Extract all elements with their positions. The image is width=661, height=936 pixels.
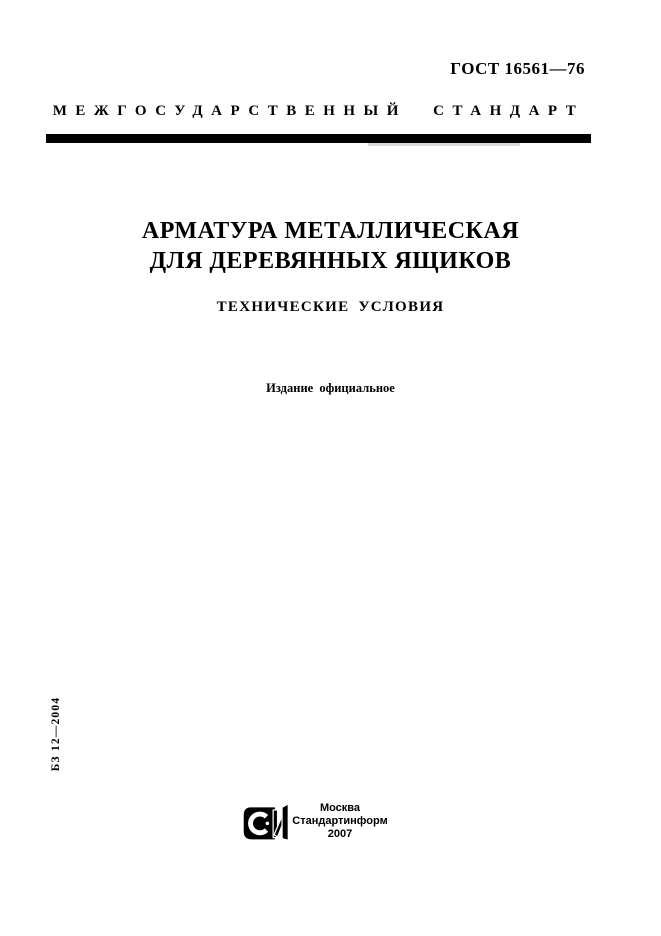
document-title bbox=[0, 216, 661, 276]
imprint-city: Москва bbox=[319, 802, 361, 814]
imprint-publisher: Стандартинформ bbox=[292, 815, 388, 827]
heading-rule bbox=[46, 134, 591, 143]
imprint-year: 2007 bbox=[327, 828, 353, 840]
title-line-1: АРМАТУРА МЕТАЛЛИЧЕСКАЯ bbox=[141, 218, 520, 244]
standartinform-logo-icon bbox=[241, 802, 291, 843]
imprint bbox=[0, 798, 661, 854]
scan-artifact bbox=[368, 143, 520, 146]
imprint-text bbox=[290, 802, 390, 841]
doc-number: ГОСТ 16561—76 bbox=[450, 59, 585, 78]
title-line-2: ДЛЯ ДЕРЕВЯННЫХ ЯЩИКОВ bbox=[149, 248, 512, 274]
edition-note: Издание официальное bbox=[266, 381, 395, 395]
standard-type-heading: МЕЖГОСУДАРСТВЕННЫЙ СТАНДАРТ bbox=[52, 103, 585, 119]
side-code: БЗ 12—2004 bbox=[50, 696, 62, 772]
document-subtitle: ТЕХНИЧЕСКИЕ УСЛОВИЯ bbox=[216, 299, 445, 315]
